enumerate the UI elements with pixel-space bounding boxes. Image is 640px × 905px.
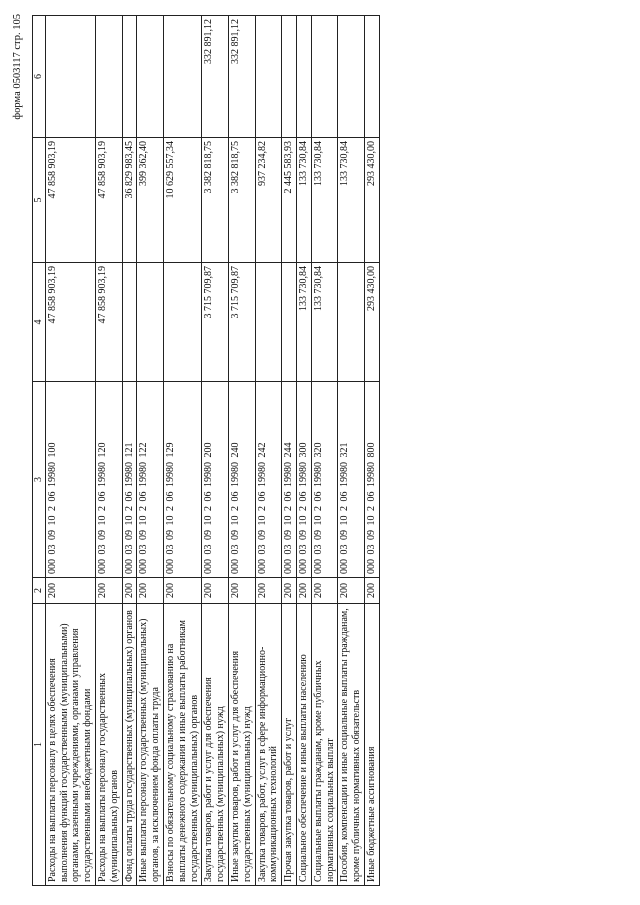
classification-code: 000 03 09 10 2 06 19980 200 (202, 382, 229, 578)
row-name: Закупка товаров, работ, услуг в сфере информационно-коммуникационных технологий (255, 604, 282, 886)
classification-code: 000 03 09 10 2 06 19980 321 (338, 382, 365, 578)
value-col-6: 332 891,12 (228, 16, 255, 138)
value-col-5: 937 234,82 (255, 138, 282, 263)
table-row (255, 16, 282, 886)
classification-code: 000 03 09 10 2 06 19980 300 (296, 382, 311, 578)
value-col-6 (296, 16, 311, 138)
value-col-4: 133 730,84 (311, 263, 338, 382)
value-col-5: 47 858 903,19 (45, 138, 95, 263)
report-table (32, 15, 380, 886)
value-col-5: 133 730,84 (296, 138, 311, 263)
value-col-6 (122, 16, 137, 138)
value-col-6 (338, 16, 365, 138)
line-code: 200 (122, 578, 137, 604)
row-name: Расходы на выплаты персоналу в целях обеспечения выполнения функций государственными (муниципальными) органами, казенными учреждениями, органами управления государственными внебюджетными фондами (45, 604, 95, 886)
value-col-6 (45, 16, 95, 138)
value-col-5: 2 445 583,93 (282, 138, 297, 263)
form-label: форма 0503117 стр. 105 (12, 14, 23, 120)
row-name: Социальные выплаты гражданам, кроме публичных нормативных социальных выплат (311, 604, 338, 886)
classification-code: 000 03 09 10 2 06 19980 121 (122, 382, 137, 578)
table-row (137, 16, 164, 886)
table-body (45, 16, 379, 886)
value-col-5: 133 730,84 (311, 138, 338, 263)
column-number-row (33, 16, 46, 886)
row-name: Пособия, компенсации и иные социальные выплаты гражданам, кроме публичных нормативных обязательств (338, 604, 365, 886)
column-header-2: 2 (33, 578, 46, 604)
value-col-5: 36 829 983,45 (122, 138, 137, 263)
table-row (282, 16, 297, 886)
table-row (228, 16, 255, 886)
value-col-6 (255, 16, 282, 138)
value-col-4: 293 430,00 (364, 263, 379, 382)
line-code: 200 (137, 578, 164, 604)
value-col-4 (255, 263, 282, 382)
line-code: 200 (296, 578, 311, 604)
value-col-4: 3 715 709,87 (228, 263, 255, 382)
value-col-5: 3 382 818,75 (228, 138, 255, 263)
value-col-4 (282, 263, 297, 382)
value-col-6 (163, 16, 201, 138)
classification-code: 000 03 09 10 2 06 19980 240 (228, 382, 255, 578)
column-header-1: 1 (33, 604, 46, 886)
table-row (338, 16, 365, 886)
classification-code: 000 03 09 10 2 06 19980 100 (45, 382, 95, 578)
value-col-4: 47 858 903,19 (45, 263, 95, 382)
row-name: Закупка товаров, работ и услуг для обеспечения государственных (муниципальных) нужд (202, 604, 229, 886)
row-name: Взносы по обязательному социальному страхованию на выплаты денежного содержания и иные выплаты работникам государственных (муниципальных) органов (163, 604, 201, 886)
row-name: Иные бюджетные ассигнования (364, 604, 379, 886)
classification-code: 000 03 09 10 2 06 19980 800 (364, 382, 379, 578)
column-header-5: 5 (33, 138, 46, 263)
value-col-6: 332 891,12 (202, 16, 229, 138)
table-row (364, 16, 379, 886)
line-code: 200 (338, 578, 365, 604)
value-col-4 (163, 263, 201, 382)
value-col-6 (282, 16, 297, 138)
line-code: 200 (311, 578, 338, 604)
line-code: 200 (95, 578, 122, 604)
row-name: Иные выплаты персоналу государственных (муниципальных) органов, за исключением фонда оплаты труда (137, 604, 164, 886)
classification-code: 000 03 09 10 2 06 19980 122 (137, 382, 164, 578)
value-col-5: 399 362,40 (137, 138, 164, 263)
table-row (311, 16, 338, 886)
value-col-4: 3 715 709,87 (202, 263, 229, 382)
table-row (122, 16, 137, 886)
column-header-3: 3 (33, 382, 46, 578)
value-col-5: 47 858 903,19 (95, 138, 122, 263)
value-col-6 (95, 16, 122, 138)
table-row (95, 16, 122, 886)
value-col-4 (137, 263, 164, 382)
value-col-6 (364, 16, 379, 138)
row-name: Фонд оплаты труда государственных (муниципальных) органов (122, 604, 137, 886)
value-col-6 (137, 16, 164, 138)
classification-code: 000 03 09 10 2 06 19980 320 (311, 382, 338, 578)
line-code: 200 (364, 578, 379, 604)
row-name: Прочая закупка товаров, работ и услуг (282, 604, 297, 886)
row-name: Социальное обеспечение и иные выплаты населению (296, 604, 311, 886)
table-row (45, 16, 95, 886)
line-code: 200 (45, 578, 95, 604)
classification-code: 000 03 09 10 2 06 19980 129 (163, 382, 201, 578)
classification-code: 000 03 09 10 2 06 19980 244 (282, 382, 297, 578)
value-col-4 (338, 263, 365, 382)
row-name: Расходы на выплаты персоналу государственных (муниципальных) органов (95, 604, 122, 886)
value-col-6 (311, 16, 338, 138)
line-code: 200 (163, 578, 201, 604)
classification-code: 000 03 09 10 2 06 19980 242 (255, 382, 282, 578)
column-header-4: 4 (33, 263, 46, 382)
value-col-5: 3 382 818,75 (202, 138, 229, 263)
table-row (296, 16, 311, 886)
value-col-4: 47 858 903,19 (95, 263, 122, 382)
value-col-4 (122, 263, 137, 382)
line-code: 200 (202, 578, 229, 604)
table-row (163, 16, 201, 886)
line-code: 200 (282, 578, 297, 604)
line-code: 200 (255, 578, 282, 604)
line-code: 200 (228, 578, 255, 604)
classification-code: 000 03 09 10 2 06 19980 120 (95, 382, 122, 578)
column-header-6: 6 (33, 16, 46, 138)
value-col-4: 133 730,84 (296, 263, 311, 382)
table-row (202, 16, 229, 886)
value-col-5: 10 629 557,34 (163, 138, 201, 263)
value-col-5: 293 430,00 (364, 138, 379, 263)
row-name: Иные закупки товаров, работ и услуг для обеспечения государственных (муниципальных) нужд (228, 604, 255, 886)
value-col-5: 133 730,84 (338, 138, 365, 263)
